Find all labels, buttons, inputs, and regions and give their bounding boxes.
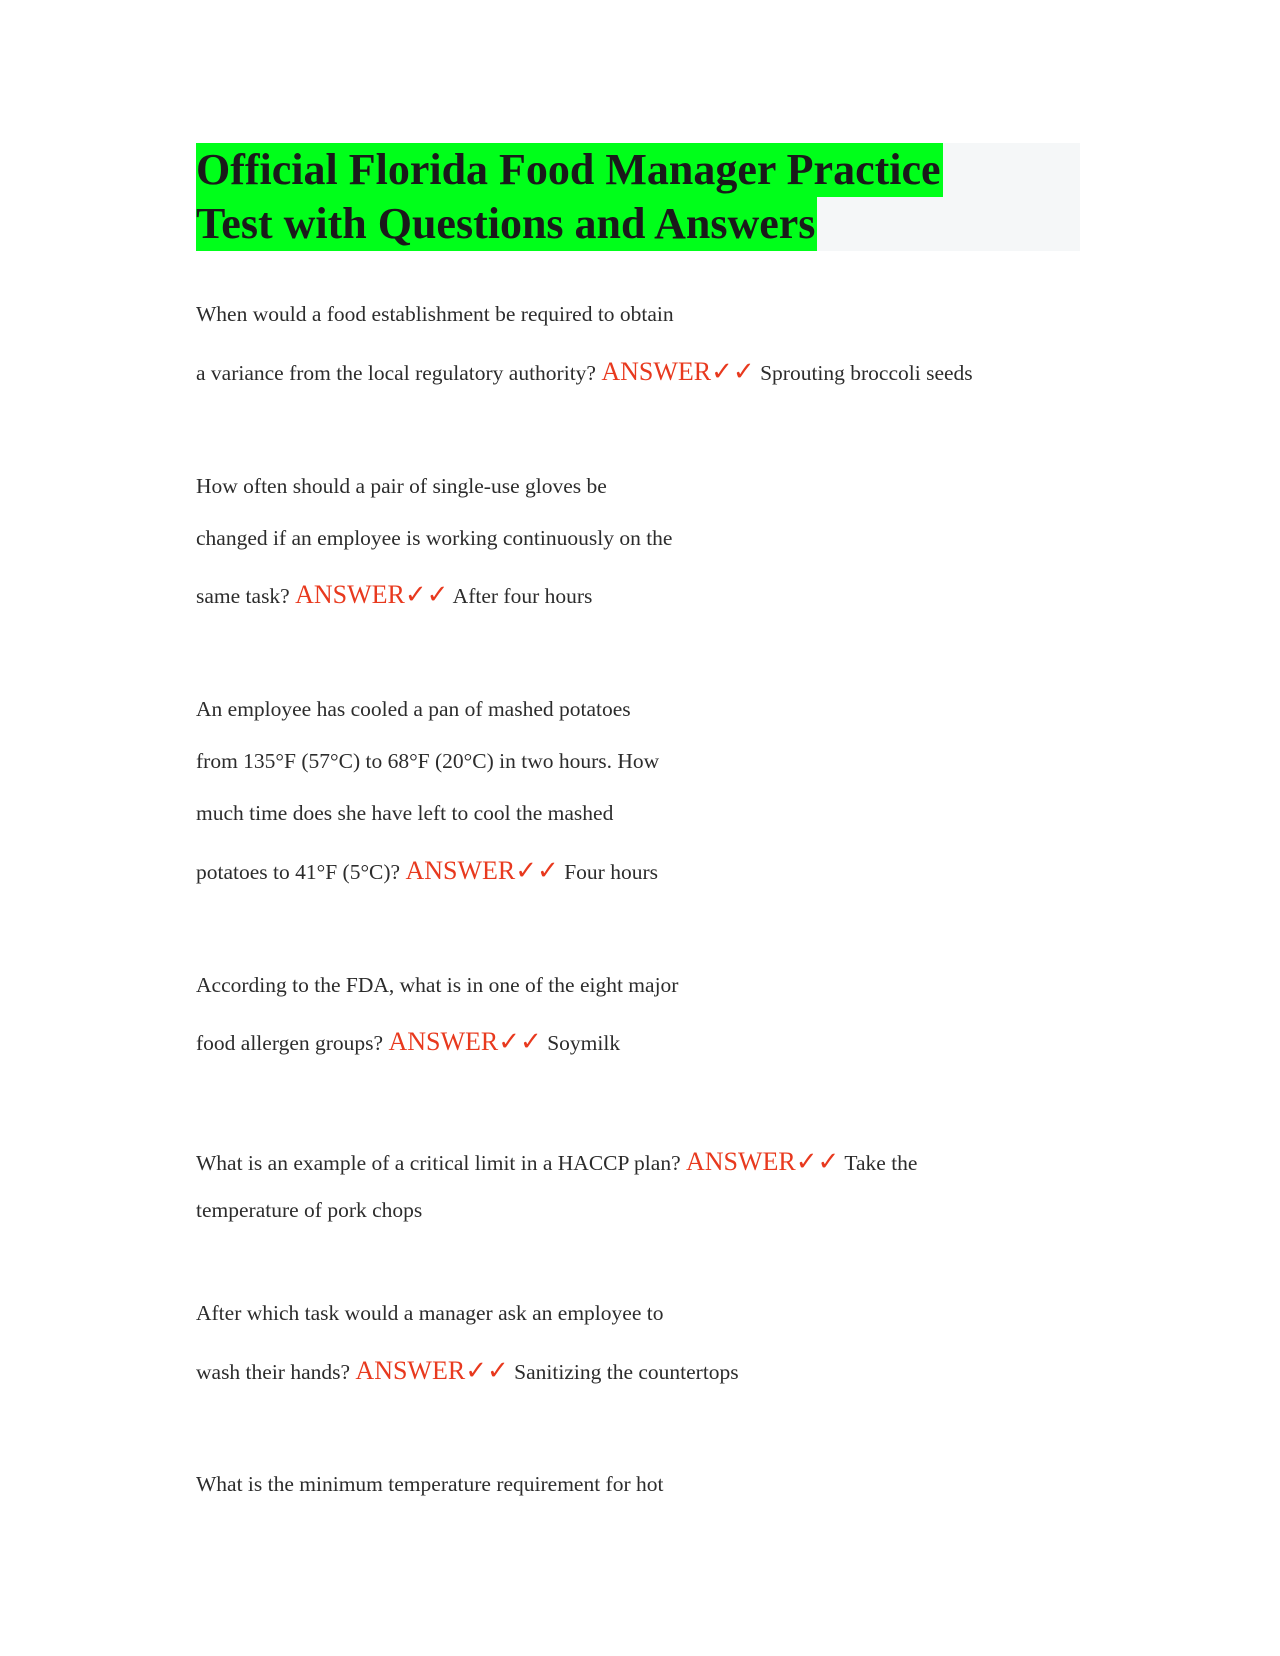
question-2-line-2: changed if an employee is working continuously on the [196,526,673,550]
question-6-line-1: After which task would a manager ask an employee to [196,1301,664,1325]
answer-marker: ANSWER✓✓ [295,580,449,609]
question-2-text: same task? [196,584,290,608]
question-1-line-2 [196,357,973,388]
answer-5-continuation: temperature of pork chops [196,1198,423,1222]
document-title-line-2: Test with Questions and Answers [196,197,817,251]
answer-2-text: After four hours [452,584,593,608]
answer-4-text: Soymilk [547,1031,621,1055]
question-6-text: wash their hands? [196,1360,351,1384]
answer-marker: ANSWER✓✓ [686,1147,840,1176]
answer-marker: ANSWER✓✓ [405,856,559,885]
question-4-text: food allergen groups? [196,1031,384,1055]
document-title-line-1: Official Florida Food Manager Practice [196,143,943,197]
answer-1-text: Sprouting broccoli seeds [760,361,973,385]
question-7-line-1: What is the minimum temperature requirement for hot [196,1472,664,1496]
question-5-text: What is an example of a critical limit in a HACCP plan? [196,1151,681,1175]
answer-6-text: Sanitizing the countertops [514,1360,739,1384]
question-4-line-2 [196,1027,620,1058]
question-3-text: potatoes to 41°F (5°C)? [196,860,401,884]
answer-3-text: Four hours [564,860,658,884]
question-4-line-1: According to the FDA, what is in one of the eight major [196,973,679,997]
question-2-line-1: How often should a pair of single-use gloves be [196,474,607,498]
question-3-line-1: An employee has cooled a pan of mashed potatoes [196,697,631,721]
answer-5-text: Take the [844,1151,918,1175]
question-6-line-2 [196,1356,739,1387]
answer-marker: ANSWER✓✓ [388,1027,542,1056]
answer-marker: ANSWER✓✓ [601,357,755,386]
answer-marker: ANSWER✓✓ [355,1356,509,1385]
question-3-line-3: much time does she have left to cool the mashed [196,801,614,825]
question-1-line-1: When would a food establishment be required to obtain [196,302,674,326]
question-2-line-3 [196,580,592,611]
question-1-text: a variance from the local regulatory authority? [196,361,596,385]
question-3-line-2: from 135°F (57°C) to 68°F (20°C) in two hours. How [196,749,660,773]
question-3-line-4 [196,856,658,887]
question-5-line-1 [196,1147,917,1178]
